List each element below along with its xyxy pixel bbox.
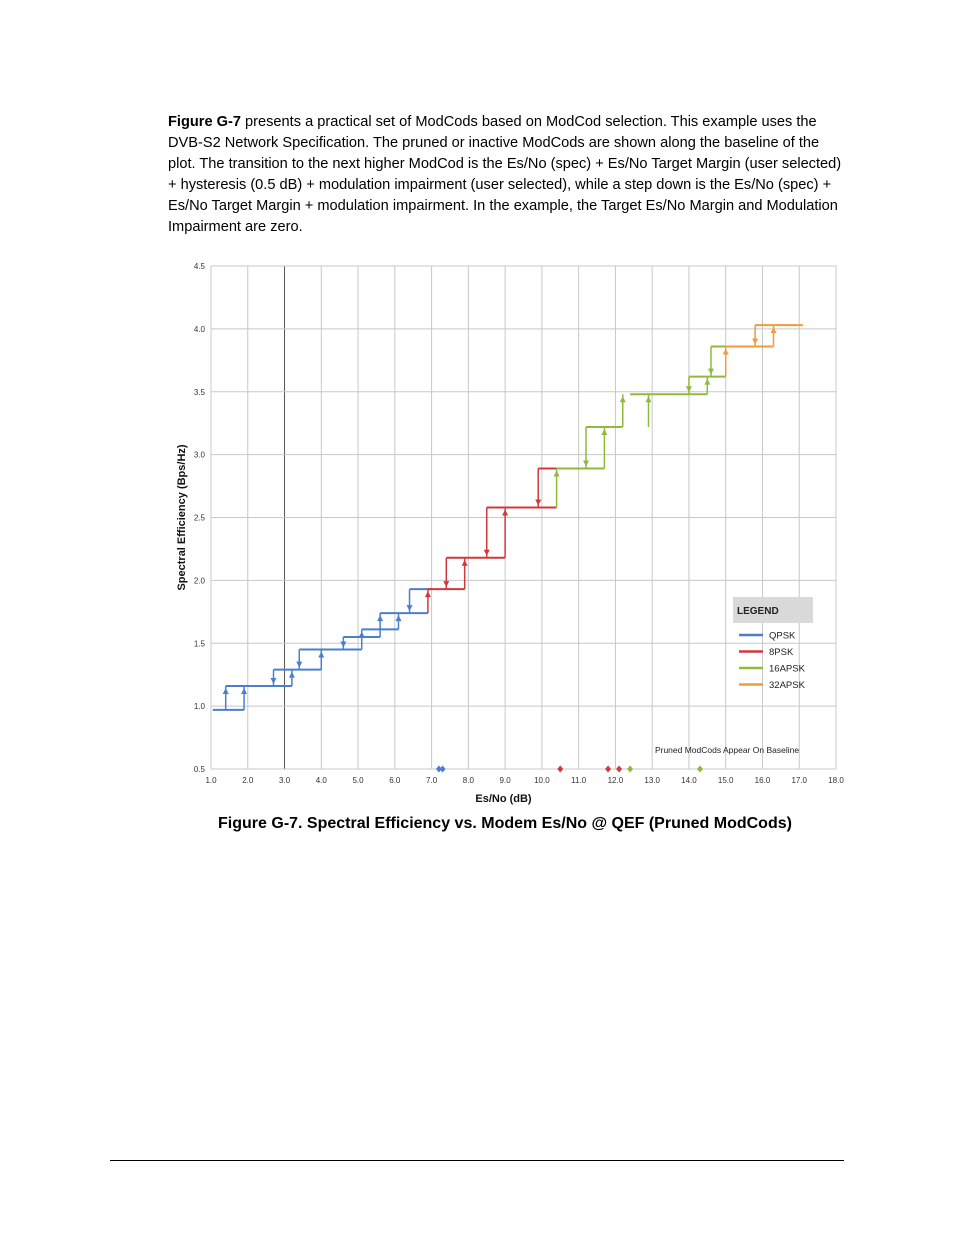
x-axis-title: Es/No (dB) xyxy=(475,793,532,805)
x-tick-label: 1.0 xyxy=(205,776,217,785)
y-tick-label: 3.0 xyxy=(193,450,205,460)
y-axis-title: Spectral Efficiency (Bps/Hz) xyxy=(176,444,188,591)
x-tick-label: 16.0 xyxy=(754,776,771,785)
x-tick-label: 11.0 xyxy=(571,776,587,785)
x-tick-label: 6.0 xyxy=(389,776,401,785)
y-tick-label: 0.5 xyxy=(193,765,205,774)
legend-label-qpsk: QPSK xyxy=(769,630,796,642)
pruned-annotation: Pruned ModCods Appear On Baseline xyxy=(654,745,800,755)
x-tick-label: 18.0 xyxy=(828,776,844,785)
legend-label-32apsk: 32APSK xyxy=(769,680,805,691)
y-tick-label: 1.5 xyxy=(193,639,205,649)
x-tick-label: 14.0 xyxy=(681,776,697,785)
y-tick-label: 3.5 xyxy=(193,387,205,397)
x-tick-label: 10.0 xyxy=(534,776,550,785)
y-tick-label: 4.5 xyxy=(193,262,205,271)
figure-reference: Figure G-7 xyxy=(168,114,241,130)
legend-title: LEGEND xyxy=(737,606,779,617)
x-tick-label: 9.0 xyxy=(499,776,511,785)
y-tick-label: 4.0 xyxy=(193,324,205,334)
x-tick-label: 5.0 xyxy=(352,776,364,785)
intro-text: presents a practical set of ModCods based on ModCod selection. This example uses the DVB-S2 Network Specification. The pruned or inactive ModCods are shown along the baseline of the plot. The transition to the next higher ModCod is the Es/No (spec) + Es/No Target Margin (user selected) + hysteresis (0.5 dB) + modulation impairment (user selected), while a step down is the Es/No (spec) + Es/No Target Margin + modulation impairment. In the example, the Target Es/No Margin and Modulation Impairment are zero. xyxy=(168,114,842,235)
legend-label-8psk: 8PSK xyxy=(769,647,794,658)
x-tick-label: 4.0 xyxy=(315,776,327,785)
x-tick-label: 12.0 xyxy=(607,776,624,785)
x-tick-label: 15.0 xyxy=(717,776,734,785)
x-tick-label: 2.0 xyxy=(242,776,254,785)
y-tick-label: 2.0 xyxy=(193,576,205,586)
x-tick-label: 13.0 xyxy=(644,776,660,785)
x-tick-label: 7.0 xyxy=(426,776,438,785)
x-tick-label: 3.0 xyxy=(278,776,291,785)
y-tick-label: 2.5 xyxy=(193,513,205,523)
footer-rule xyxy=(110,1160,844,1161)
x-tick-label: 17.0 xyxy=(791,776,808,785)
x-tick-label: 8.0 xyxy=(462,776,474,785)
y-tick-label: 1.0 xyxy=(193,702,205,712)
figure-caption: Figure G-7. Spectral Efficiency vs. Modem Es/No @ QEF (Pruned ModCods) xyxy=(218,815,792,832)
legend-label-16apsk: 16APSK xyxy=(769,663,805,675)
